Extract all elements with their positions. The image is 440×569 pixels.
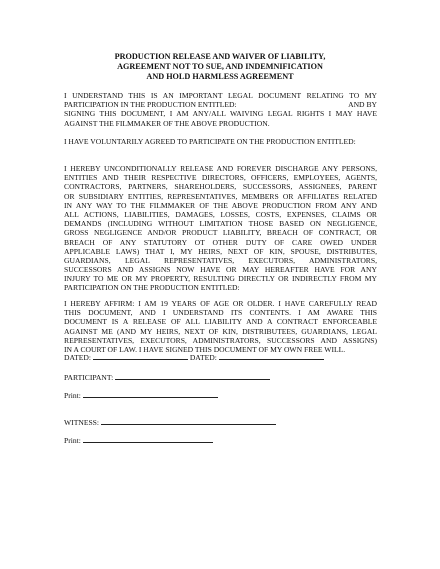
- paragraph-line: OR SUBSIDIARY ENTITIES, REPRESENTATIVES, MEMBERS OR AFFILIATES RELATED: [64, 191, 377, 201]
- voluntary-paragraph: [64, 137, 377, 146]
- dated-label: DATED:: [64, 353, 91, 362]
- participant-signature-line[interactable]: [115, 373, 270, 380]
- participant-label: PARTICIPANT:: [64, 373, 114, 382]
- paragraph-text: AND BY: [348, 100, 377, 110]
- paragraph-line: DOCUMENT IS A RELEASE OF ALL LIABILITY AND A CONTRACT ENFORCEABLE: [64, 317, 377, 327]
- paragraph-text: PARTICIPATION IN THE PRODUCTION ENTITLED:: [64, 100, 237, 110]
- paragraph-line: IN ANY WAY TO THE FILMMAKER OF THE ABOVE PRODUCTION FROM ANY AND: [64, 200, 377, 210]
- paragraph-line: I UNDERSTAND THIS IS AN IMPORTANT LEGAL DOCUMENT RELATING TO MY: [64, 91, 377, 100]
- paragraph-line: ALL ACTIONS, LIABILITIES, DAMAGES, LOSSES, COSTS, EXPENSES, CLAIMS OR: [64, 209, 377, 219]
- release-paragraph: [64, 164, 377, 293]
- paragraph-line: GROSS NEGLIGENCE AND/OR PRODUCT LIABILITY, BREACH OF CONTRACT, OR: [64, 228, 377, 238]
- understanding-paragraph: [64, 91, 377, 128]
- paragraph-line: CONTRACTORS, PARTNERS, SHAREHOLDERS, SUCCESSORS, ASSIGNEES, PARENT: [64, 182, 377, 192]
- witness-print-line[interactable]: [83, 436, 213, 443]
- paragraph-line: GUARDIANS, LEGAL REPRESENTATIVES, EXECUTORS, ADMINISTRATORS,: [64, 255, 377, 265]
- paragraph-line: REPRESENTATIVES, EXECUTORS, ADMINISTRATORS, SUCCESSORS AND ASSIGNS): [64, 335, 377, 345]
- dated-signature-line[interactable]: [93, 353, 188, 360]
- witness-row: [64, 418, 276, 427]
- paragraph-line: INJURY TO ME OR MY PROPERTY, RESULTING DIRECTLY OR INDIRECTLY FROM MY: [64, 274, 377, 284]
- title-line-2: AGREEMENT NOT TO SUE, AND INDEMNIFICATION: [117, 62, 323, 71]
- participant-print-row: [64, 391, 218, 400]
- witness-print-row: [64, 436, 213, 445]
- dated-row: [64, 353, 324, 362]
- paragraph-line: IN A COURT OF LAW. I HAVE SIGNED THIS DOCUMENT OF MY OWN FREE WILL.: [64, 344, 346, 354]
- paragraph-line: AGAINST THE FILMMAKER OF THE ABOVE PRODUCTION.: [64, 118, 270, 128]
- paragraph-line: I HEREBY UNCONDITIONALLY RELEASE AND FOREVER DISCHARGE ANY PERSONS,: [64, 164, 377, 173]
- dated-label: DATED:: [189, 353, 217, 362]
- print-label: Print:: [64, 436, 81, 445]
- paragraph-line: I HEREBY AFFIRM: I AM 19 YEARS OF AGE OR OLDER. I HAVE CAREFULLY READ: [64, 299, 377, 308]
- paragraph-line: APPLICABLE LAWS) THAT I, MY HEIRS, NEXT OF KIN, SPOUSE, DISTRIBUTES,: [64, 246, 377, 256]
- paragraph-line: I HAVE VOLUNTARILY AGREED TO PARTICIPATE ON THE PRODUCTION ENTITLED:: [64, 137, 356, 146]
- participant-row: [64, 373, 270, 382]
- affirmation-paragraph: [64, 299, 377, 354]
- paragraph-line: DEMANDS (INCLUDING WITHOUT LIMITATION THOSE BASED ON NEGLIGENCE,: [64, 219, 377, 229]
- print-label: Print:: [64, 391, 81, 400]
- paragraph-line-entitled: [64, 100, 377, 109]
- title-line-3: AND HOLD HARMLESS AGREEMENT: [146, 72, 294, 81]
- witness-signature-line[interactable]: [101, 418, 276, 425]
- paragraph-line: PARTICIPATION ON THE PRODUCTION ENTITLED:: [64, 283, 240, 293]
- witness-label: WITNESS:: [64, 418, 100, 427]
- participant-print-line[interactable]: [83, 391, 218, 398]
- paragraph-line: ENTITIES AND THEIR RESPECTIVE DIRECTORS, OFFICERS, EMPLOYEES, AGENTS,: [64, 173, 377, 183]
- paragraph-line: SIGNING THIS DOCUMENT, I AM ANY/ALL WAIVING LEGAL RIGHTS I MAY HAVE: [64, 109, 377, 119]
- paragraph-line: THIS DOCUMENT, AND I UNDERSTAND ITS CONTENTS. I AM AWARE THIS: [64, 308, 377, 318]
- paragraph-line: BREACH OF ANY STATUTORY OT OTHER DUTY OF CARE OWED UNDER: [64, 237, 377, 247]
- dated-date-line[interactable]: [219, 353, 324, 360]
- paragraph-line: SUCCESSORS AND ASSIGNS NOW HAVE OR MAY HEREAFTER HAVE FOR ANY: [64, 265, 377, 275]
- title-line-1: PRODUCTION RELEASE AND WAIVER OF LIABILITY,: [114, 52, 326, 61]
- document-title: [0, 52, 440, 82]
- paragraph-line: AGAINST ME (AND MY HEIRS, NEXT OF KIN, DISTRIBUTEES, GUARDIANS, LEGAL: [64, 326, 377, 336]
